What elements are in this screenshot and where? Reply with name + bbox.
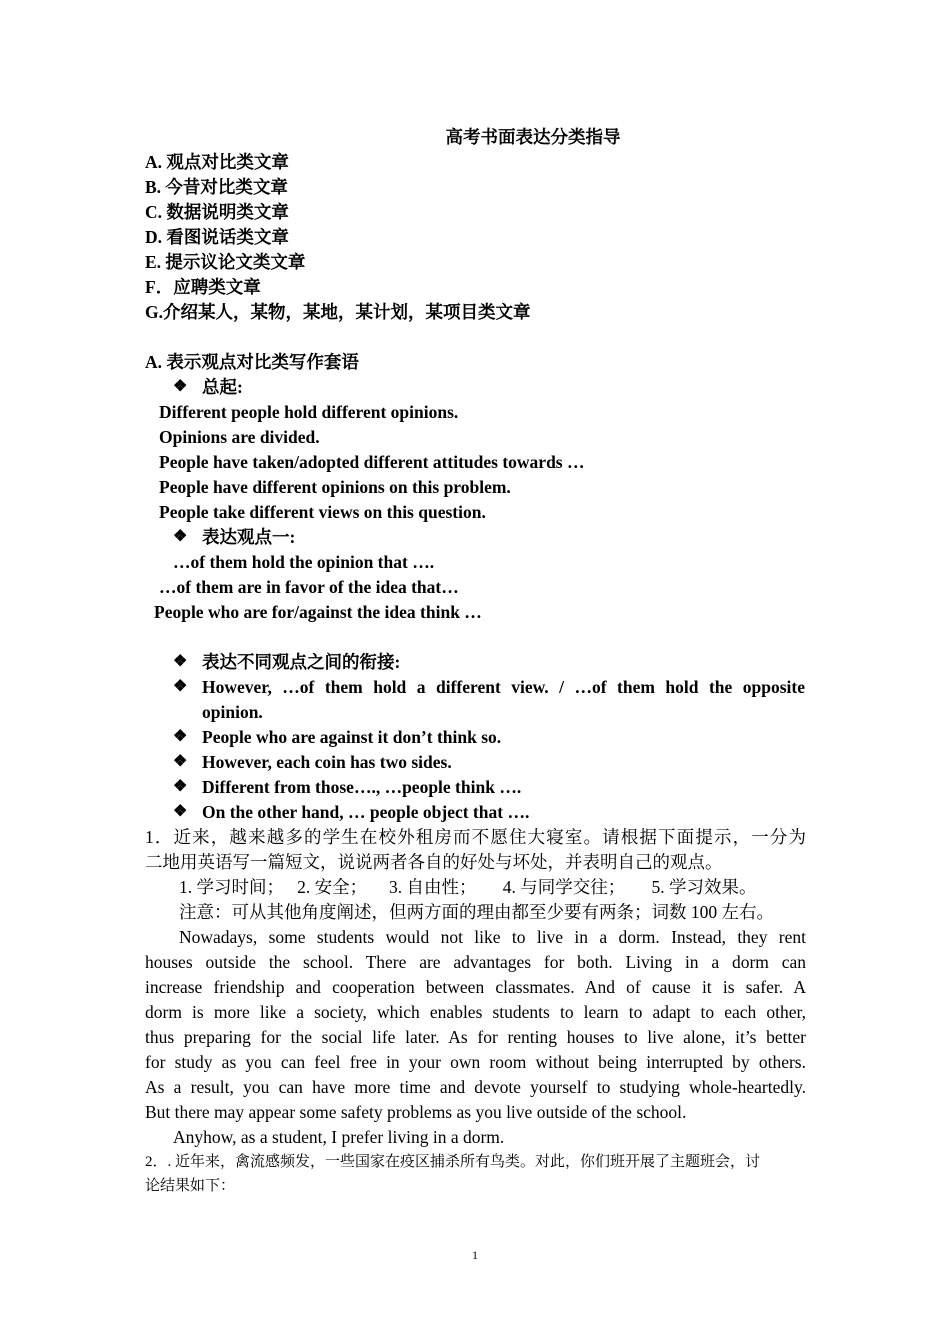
view1-phrase: People who are for/against the idea think … — [154, 602, 482, 622]
transition-phrase: On the other hand, … people object that …. — [202, 802, 530, 822]
essay-line: Nowadays, some students would not like to live in a dorm. Instead, they rent — [179, 927, 806, 947]
diamond-bullet-icon: ❖ — [173, 778, 188, 795]
category-b: B. 今昔对比类文章 — [145, 177, 288, 197]
transition-phrase: However, …of them hold a different view. / …of them hold the opposite — [202, 677, 805, 697]
overall-phrase: People take different views on this question. — [159, 502, 486, 522]
category-d: D. 看图说话类文章 — [145, 227, 289, 247]
essay-line: increase friendship and cooperation between classmates. And of cause it is safer. A — [145, 977, 806, 997]
essay-line: thus preparing for the social life later. As for renting houses to live alone, it’s better — [145, 1027, 806, 1047]
view1-phrase: …of them are in favor of the idea that… — [159, 577, 459, 597]
diamond-bullet-icon: ❖ — [173, 678, 188, 695]
category-f: F．应聘类文章 — [145, 277, 261, 297]
transition-phrase: People who are against it don’t think so. — [202, 727, 502, 747]
transition-phrase-cont: opinion. — [202, 702, 263, 722]
transition-phrase: However, each coin has two sides. — [202, 752, 452, 772]
question-1-hints: 1. 学习时间； 2. 安全； 3. 自由性； 4. 与同学交往； 5. 学习效果。 — [179, 877, 757, 897]
overall-label: 总起: — [202, 377, 243, 397]
question-2-prompt: 2．. 近年来，禽流感频发，一些国家在疫区捕杀所有鸟类。对此，你们班开展了主题班会，讨 — [145, 1154, 761, 1170]
overall-phrase: People have different opinions on this problem. — [159, 477, 511, 497]
transition-label: 表达不同观点之间的衔接: — [202, 652, 401, 672]
question-1-prompt: 1．近来，越来越多的学生在校外租房而不愿住大寝室。请根据下面提示，一分为 — [145, 827, 806, 847]
overall-phrase: People have taken/adopted different attitudes towards … — [159, 452, 585, 472]
essay-line: But there may appear some safety problems as you live outside of the school. — [145, 1102, 687, 1122]
diamond-bullet-icon: ❖ — [173, 728, 188, 745]
view1-phrase: …of them hold the opinion that …. — [173, 552, 435, 572]
category-e: E. 提示议论文类文章 — [145, 252, 306, 272]
view1-label: 表达观点一: — [202, 527, 296, 547]
question-1-note: 注意：可从其他角度阐述，但两方面的理由都至少要有两条；词数 100 左右。 — [179, 902, 774, 922]
diamond-bullet-icon: ❖ — [173, 803, 188, 820]
question-2-prompt-cont: 论结果如下： — [145, 1178, 236, 1194]
transition-phrase: Different from those…., …people think …. — [202, 777, 522, 797]
diamond-bullet-icon: ❖ — [173, 378, 188, 395]
category-c: C. 数据说明类文章 — [145, 202, 289, 222]
diamond-bullet-icon: ❖ — [173, 653, 188, 670]
category-g: G.介绍某人，某物，某地，某计划，某项目类文章 — [145, 302, 531, 322]
category-a: A. 观点对比类文章 — [145, 152, 289, 172]
page-number: 1 — [472, 1248, 478, 1262]
overall-phrase: Opinions are divided. — [159, 427, 320, 447]
overall-phrase: Different people hold different opinions. — [159, 402, 459, 422]
document-title: 高考书面表达分类指导 — [445, 127, 621, 147]
diamond-bullet-icon: ❖ — [173, 528, 188, 545]
essay-line: As a result, you can have more time and devote yourself to studying whole-heartedly. — [145, 1077, 806, 1097]
essay-line: houses outside the school. There are advantages for both. Living in a dorm can — [145, 952, 806, 972]
essay-line: for study as you can feel free in your own room without being interrupted by others. — [145, 1052, 806, 1072]
diamond-bullet-icon: ❖ — [173, 753, 188, 770]
question-1-prompt-cont: 二地用英语写一篇短文，说说两者各自的好处与坏处，并表明自己的观点。 — [145, 852, 723, 872]
essay-conclusion: Anyhow, as a student, I prefer living in a dorm. — [173, 1127, 505, 1147]
essay-line: dorm is more like a society, which enables students to learn to adapt to each other, — [145, 1002, 806, 1022]
section-a-heading: A. 表示观点对比类写作套语 — [145, 352, 359, 372]
